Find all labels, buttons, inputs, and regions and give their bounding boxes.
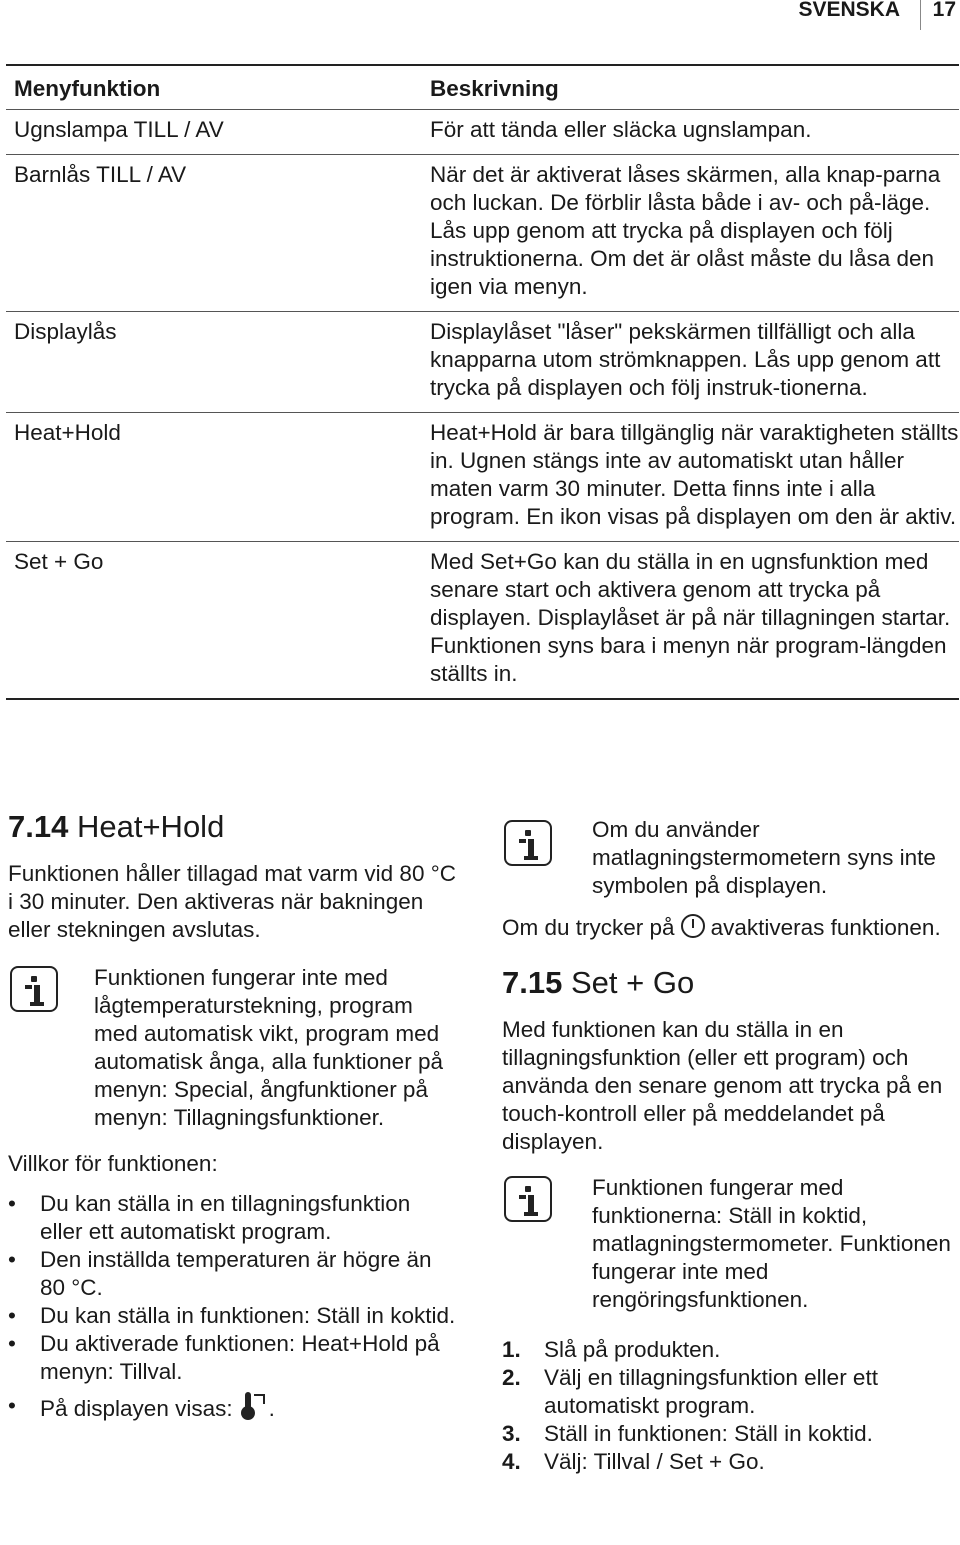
cell-description: För att tända eller släcka ugnslampan. xyxy=(430,117,812,142)
conditions-list xyxy=(8,1190,458,1423)
col-header-function: Menyfunktion xyxy=(14,76,161,101)
cell-description: När det är aktiverat låses skärmen, alla knap-parna och luckan. De förblir låsta både i av- och på-läge. Lås upp genom att trycka på displayen och följ instruktionerna. Om det är olåst måste du låsa den igen via menyn. xyxy=(430,162,941,299)
col-header-description: Beskrivning xyxy=(430,76,559,101)
info-note xyxy=(502,1174,957,1314)
list-item xyxy=(502,1420,957,1448)
info-icon xyxy=(504,1176,552,1222)
section-heading-set-go xyxy=(502,964,957,1002)
table-row xyxy=(6,110,959,155)
list-item: • Du aktiverade funktionen: Heat+Hold på menyn: Tillval. xyxy=(8,1330,458,1386)
list-item xyxy=(8,1392,458,1423)
section-number: 7.14 xyxy=(8,809,69,844)
step-text: Ställ in funktionen: Ställ in koktid. xyxy=(544,1421,873,1446)
list-item: • Den inställda temperaturen är högre än 80 °C. xyxy=(8,1246,458,1302)
cell-description xyxy=(422,542,959,700)
step-text: Välj: Tillval / Set + Go. xyxy=(544,1449,765,1474)
info-note xyxy=(502,816,957,900)
cell-function: Heat+Hold xyxy=(14,420,121,445)
menu-function-table xyxy=(6,64,959,700)
cell-function: Ugnslampa TILL / AV xyxy=(14,117,224,142)
table-row xyxy=(6,413,959,542)
list-item xyxy=(502,1336,957,1364)
conditions-label: Villkor för funktionen: xyxy=(8,1151,218,1176)
step-number: 1. xyxy=(502,1337,521,1362)
cell-description-part: Funktionen syns bara i menyn när program-längden ställts in. xyxy=(430,633,947,686)
info-icon xyxy=(504,820,552,866)
cell-function: Barnlås TILL / AV xyxy=(14,162,187,187)
display-shows-text: På displayen visas: xyxy=(40,1396,233,1421)
table-row xyxy=(6,542,959,700)
table-row xyxy=(6,155,959,312)
section-title: Heat+Hold xyxy=(76,809,225,844)
steps-list xyxy=(502,1336,957,1476)
section-title: Set + Go xyxy=(570,965,695,1000)
step-number: 4. xyxy=(502,1449,521,1474)
right-column xyxy=(502,816,957,1476)
table-header-row xyxy=(6,65,959,110)
cell-description: Displaylåset "låser" pekskärmen tillfälligt och alla knapparna utom strömknappen. Lås upp genom att trycka på displayen och följ instruk-tionerna. xyxy=(430,319,941,400)
cell-description: Heat+Hold är bara tillgänglig när varaktigheten ställts in. Ugnen stängs inte av automatiskt utan håller maten varm 30 minuter. Detta finns inte i alla program. En ikon visas på displayen om den är aktiv. xyxy=(430,420,959,529)
info-note-text: Funktionen fungerar med funktionerna: Ställ in koktid, matlagningstermometer. Funktionen fungerar inte med rengöringsfunktionen. xyxy=(592,1175,951,1312)
step-number: 3. xyxy=(502,1421,521,1446)
press-text-a: Om du trycker på xyxy=(502,915,675,940)
step-text: Slå på produkten. xyxy=(544,1337,721,1362)
press-power-text xyxy=(502,914,957,942)
step-text: Välj en tillagningsfunktion eller ett automatiskt program. xyxy=(544,1365,878,1418)
set-go-intro: Med funktionen kan du ställa in en tillagningsfunktion (eller ett program) och använda den senare genom att trycka på en touch-kontroll eller på meddelandet på displayen. xyxy=(502,1017,943,1154)
left-column xyxy=(8,808,458,1423)
table-row xyxy=(6,312,959,413)
cell-function: Displaylås xyxy=(14,319,117,344)
section-number: 7.15 xyxy=(502,965,563,1000)
list-item: • Du kan ställa in en tillagningsfunktion eller ett automatiskt program. xyxy=(8,1190,458,1246)
thermometer-icon xyxy=(237,1392,265,1422)
info-icon xyxy=(10,966,58,1012)
step-number: 2. xyxy=(502,1365,521,1390)
cell-function: Set + Go xyxy=(14,549,104,574)
section-heading-heat-hold xyxy=(8,808,458,846)
page-header xyxy=(0,0,960,30)
list-item xyxy=(502,1364,957,1420)
cell-description-part: Med Set+Go kan du ställa in en ugnsfunktion med senare start och aktivera genom att trycka på displayen. Displaylåset är på när tillagningen startar. xyxy=(430,549,951,630)
list-item: • Du kan ställa in funktionen: Ställ in koktid. xyxy=(8,1302,458,1330)
info-note-text: Om du använder matlagningstermometern syns inte symbolen på displayen. xyxy=(592,817,936,898)
heat-hold-intro: Funktionen håller tillagad mat varm vid 80 °C i 30 minuter. Den aktiveras när bakningen eller stekningen avslutas. xyxy=(8,861,456,942)
page-number: 17 xyxy=(932,0,956,21)
display-shows-end: . xyxy=(268,1396,275,1421)
language-label: SVENSKA xyxy=(798,0,900,21)
press-text-b: avaktiveras funktionen. xyxy=(710,915,941,940)
list-item xyxy=(502,1448,957,1476)
info-note xyxy=(8,964,458,1132)
info-note-text: Funktionen fungerar inte med lågtemperaturstekning, program med automatisk vikt, program med automatisk ånga, alla funktioner på menyn: Special, ångfunktioner på menyn: Tillagningsfunktioner. xyxy=(94,965,443,1130)
power-icon xyxy=(681,914,705,938)
header-divider xyxy=(920,0,921,30)
